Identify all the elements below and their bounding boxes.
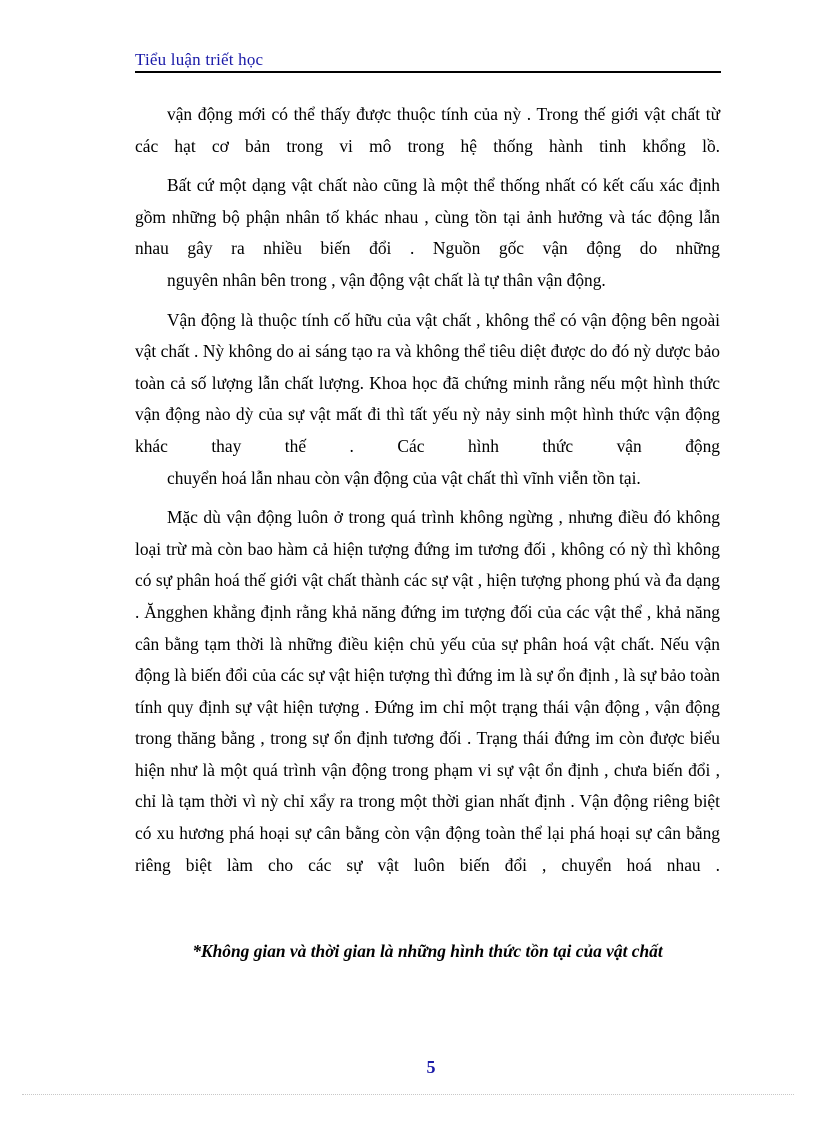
page-header [135,48,721,73]
paragraph-2 [135,170,720,296]
body-text [135,99,720,889]
paragraph-3-text: Vận động là thuộc tính cố hữu của vật chất , không thể có vận động bên ngoài vật chất . Nỳ không do ai sáng tạo ra và không thể tiêu diệt được do đó nỳ dược bảo toàn cả số lượng lẫn chất lượng. Khoa học đã chứng minh rằng nếu một hình thức vận động nào dỳ của sự vật mất đi thì tất yếu nỳ nảy sinh một hình thức vận động khác thay thế . Các hình thức vận động [135,309,720,456]
header-title: Tiểu luận triết học [135,50,264,69]
paragraph-4: Mặc dù vận động luôn ở trong quá trình không ngừng , nhưng điều đó không loại trừ mà còn bao hàm cả hiện tượng đứng im tương đối , không có nỳ thì không có sự phân hoá thế giới vật chất thành các sự vật , hiện tượng phong phú và đa dạng . Ăngghen khẳng định rằng khả năng đứng im tượng đối của các vật thể , khả năng cân bằng tạm thời là những điều kiện chủ yếu của sự phân hoá vật chất. Nếu vận động là biến đổi của các sự vật hiện tượng thì đứng im là sự ổn định , là sự bảo toàn tính quy định sự vật hiện tượng . Đứng im chỉ một trạng thái vận động , vận động trong thăng bằng , trong sự ổn định tương đối . Trạng thái đứng im còn được biểu hiện như là một quá trình vận động trong phạm vi sự vật ổn định , chưa biến đổi , chỉ là tạm thời vì nỳ chỉ xẩy ra trong một thời gian nhất định . Vận động riêng biệt có xu hương phá hoại sự cân bằng còn vận động toàn thể lại phá hoại sự cân bằng riêng biệt làm cho các sự vật luôn biến đổi , chuyển hoá nhau . [135,507,720,875]
paragraph-2-last-line: nguyên nhân bên trong , vận động vật chất là tự thân vận động. [167,269,606,290]
page-bottom-divider [22,1094,794,1095]
page-number: 5 [426,1057,436,1077]
paragraph-3-last-line: chuyển hoá lẫn nhau còn vận động của vật chất thì vĩnh viễn tồn tại. [167,467,641,488]
paragraph-1: vận động mới có thể thấy được thuộc tính của nỳ . Trong thế giới vật chất từ các hạt cơ bản trong vi mô trong hệ thống hành tinh khổng lồ. [135,104,720,156]
section-heading: *Không gian và thời gian là những hình thức tồn tại của vật chất [192,941,663,961]
paragraph-3 [135,305,720,495]
paragraph-2-text: Bất cứ một dạng vật chất nào cũng là một thể thống nhất có kết cấu xác định gồm những bộ phận nhân tố khác nhau , cùng tồn tại ảnh hưởng và tác động lẫn nhau gây ra nhiều biến đổi . Nguồn gốc vận động do những [135,175,720,259]
